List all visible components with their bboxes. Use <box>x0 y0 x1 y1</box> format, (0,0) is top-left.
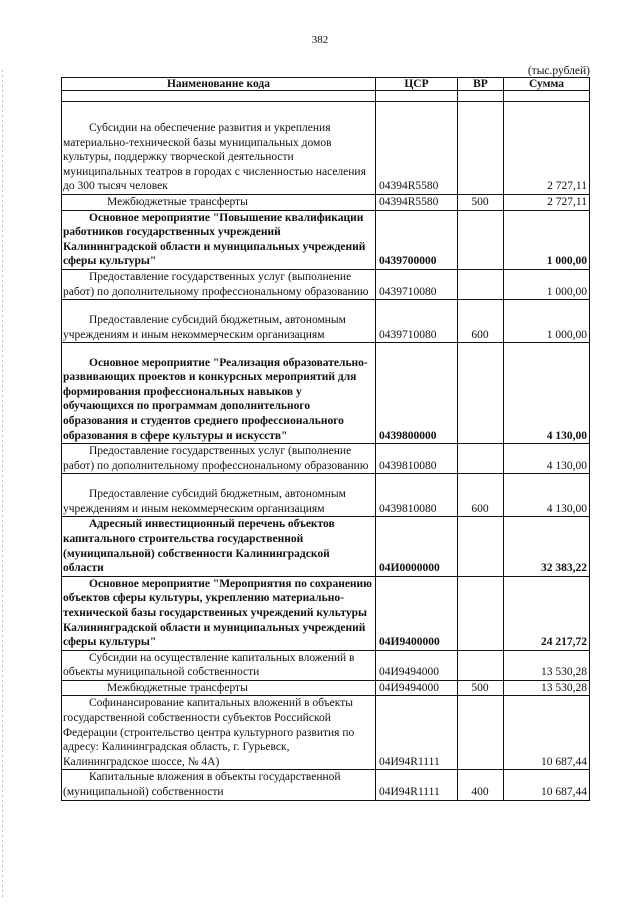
table-spacer-row <box>62 91 590 102</box>
table-row <box>62 770 590 800</box>
table-row <box>62 195 590 211</box>
row-csr: 0439700000 <box>376 210 458 269</box>
row-sum: 4 130,00 <box>504 343 590 444</box>
column-header-vr: ВР <box>458 78 504 91</box>
table-row <box>62 650 590 680</box>
row-sum: 2 727,11 <box>504 102 590 195</box>
table-row <box>62 474 590 517</box>
row-vr <box>458 102 504 195</box>
column-header-sum: Сумма <box>504 78 590 91</box>
row-sum: 4 130,00 <box>504 474 590 517</box>
row-csr: 04И9494000 <box>376 650 458 680</box>
spacer-cell <box>458 91 504 102</box>
table-row <box>62 444 590 474</box>
row-vr: 400 <box>458 770 504 800</box>
row-sum: 32 383,22 <box>504 517 590 576</box>
row-csr: 0439810080 <box>376 474 458 517</box>
row-csr: 0439800000 <box>376 343 458 444</box>
table-row <box>62 300 590 343</box>
unit-note: (тыс.рублей) <box>527 65 590 77</box>
spacer-cell <box>62 91 376 102</box>
row-csr: 04И94R1111 <box>376 770 458 800</box>
spacer-cell <box>376 91 458 102</box>
row-csr: 0439810080 <box>376 444 458 474</box>
row-vr <box>458 576 504 650</box>
row-name: Субсидии на обеспечение развития и укрепления материально-технической базы муниципальных домов культуры, поддержку творческой деятельности муниципальных театров в городах с численностью населения до 300 тысяч человек <box>62 102 376 195</box>
scan-edge-artifact <box>2 70 3 900</box>
spacer-cell <box>504 91 590 102</box>
row-name: Основное мероприятие "Повышение квалификации работников государственных учреждений Калининградской области и муниципальных учреждений сферы культуры" <box>62 210 376 269</box>
row-csr: 04И9494000 <box>376 680 458 696</box>
table-row <box>62 269 590 299</box>
row-vr <box>458 444 504 474</box>
row-csr: 04394R5580 <box>376 102 458 195</box>
table-row <box>62 696 590 770</box>
row-sum: 10 687,44 <box>504 696 590 770</box>
row-name: Межбюджетные трансферты <box>62 680 376 696</box>
budget-table <box>61 77 590 801</box>
table-row-section <box>62 576 590 650</box>
row-sum: 2 727,11 <box>504 195 590 211</box>
row-csr: 04394R5580 <box>376 195 458 211</box>
row-name: Межбюджетные трансферты <box>62 195 376 211</box>
row-name: Софинансирование капитальных вложений в объекты государственной собственности субъектов Российской Федерации (строительство центра культурного развития по адресу: Калининградская область, г. Гурьевск, Калининградское шоссе, № 4А) <box>62 696 376 770</box>
row-sum: 13 530,28 <box>504 680 590 696</box>
row-name: Основное мероприятие "Реализация образовательно-развивающих проектов и конкурсных мероприятий для формирования профессиональных навыков у обучающихся по программам дополнительного образования и студентов среднего профессионального образования в сфере культуры и искусств" <box>62 343 376 444</box>
row-name: Предоставление государственных услуг (выполнение работ) по дополнительному профессиональному образованию <box>62 269 376 299</box>
row-vr <box>458 650 504 680</box>
row-vr <box>458 696 504 770</box>
row-name: Предоставление государственных услуг (выполнение работ) по дополнительному профессиональному образованию <box>62 444 376 474</box>
row-name: Предоставление субсидий бюджетным, автономным учреждениям и иным некоммерческим организациям <box>62 474 376 517</box>
row-csr: 0439710080 <box>376 300 458 343</box>
row-name: Капитальные вложения в объекты государственной (муниципальной) собственности <box>62 770 376 800</box>
row-sum: 1 000,00 <box>504 300 590 343</box>
table-row-section <box>62 210 590 269</box>
page-number: 382 <box>311 34 329 46</box>
row-csr: 0439710080 <box>376 269 458 299</box>
row-sum: 24 217,72 <box>504 576 590 650</box>
row-vr <box>458 343 504 444</box>
table-row <box>62 102 590 195</box>
row-sum: 10 687,44 <box>504 770 590 800</box>
row-sum: 4 130,00 <box>504 444 590 474</box>
row-sum: 13 530,28 <box>504 650 590 680</box>
row-vr: 600 <box>458 474 504 517</box>
column-header-csr: ЦСР <box>376 78 458 91</box>
row-name: Адресный инвестиционный перечень объектов капитального строительства государственной (муниципальной) собственности Калининградской области <box>62 517 376 576</box>
table-row <box>62 680 590 696</box>
column-header-name: Наименование кода <box>62 78 376 91</box>
row-vr <box>458 269 504 299</box>
table-row-section <box>62 343 590 444</box>
row-csr: 04И94R1111 <box>376 696 458 770</box>
row-name: Субсидии на осуществление капитальных вложений в объекты муниципальной собственности <box>62 650 376 680</box>
row-sum: 1 000,00 <box>504 210 590 269</box>
table-header-row <box>62 78 590 91</box>
row-name: Предоставление субсидий бюджетным, автономным учреждениям и иным некоммерческим организациям <box>62 300 376 343</box>
row-vr <box>458 517 504 576</box>
row-csr: 04И9400000 <box>376 576 458 650</box>
row-sum: 1 000,00 <box>504 269 590 299</box>
row-vr: 500 <box>458 195 504 211</box>
table-row-section <box>62 517 590 576</box>
row-vr: 600 <box>458 300 504 343</box>
row-vr: 500 <box>458 680 504 696</box>
row-vr <box>458 210 504 269</box>
row-csr: 04И0000000 <box>376 517 458 576</box>
row-name: Основное мероприятие "Мероприятия по сохранению объектов сферы культуры, укреплению материально-технической базы государственных учреждений культуры Калининградской области и муниципальных учреждений сферы культуры" <box>62 576 376 650</box>
